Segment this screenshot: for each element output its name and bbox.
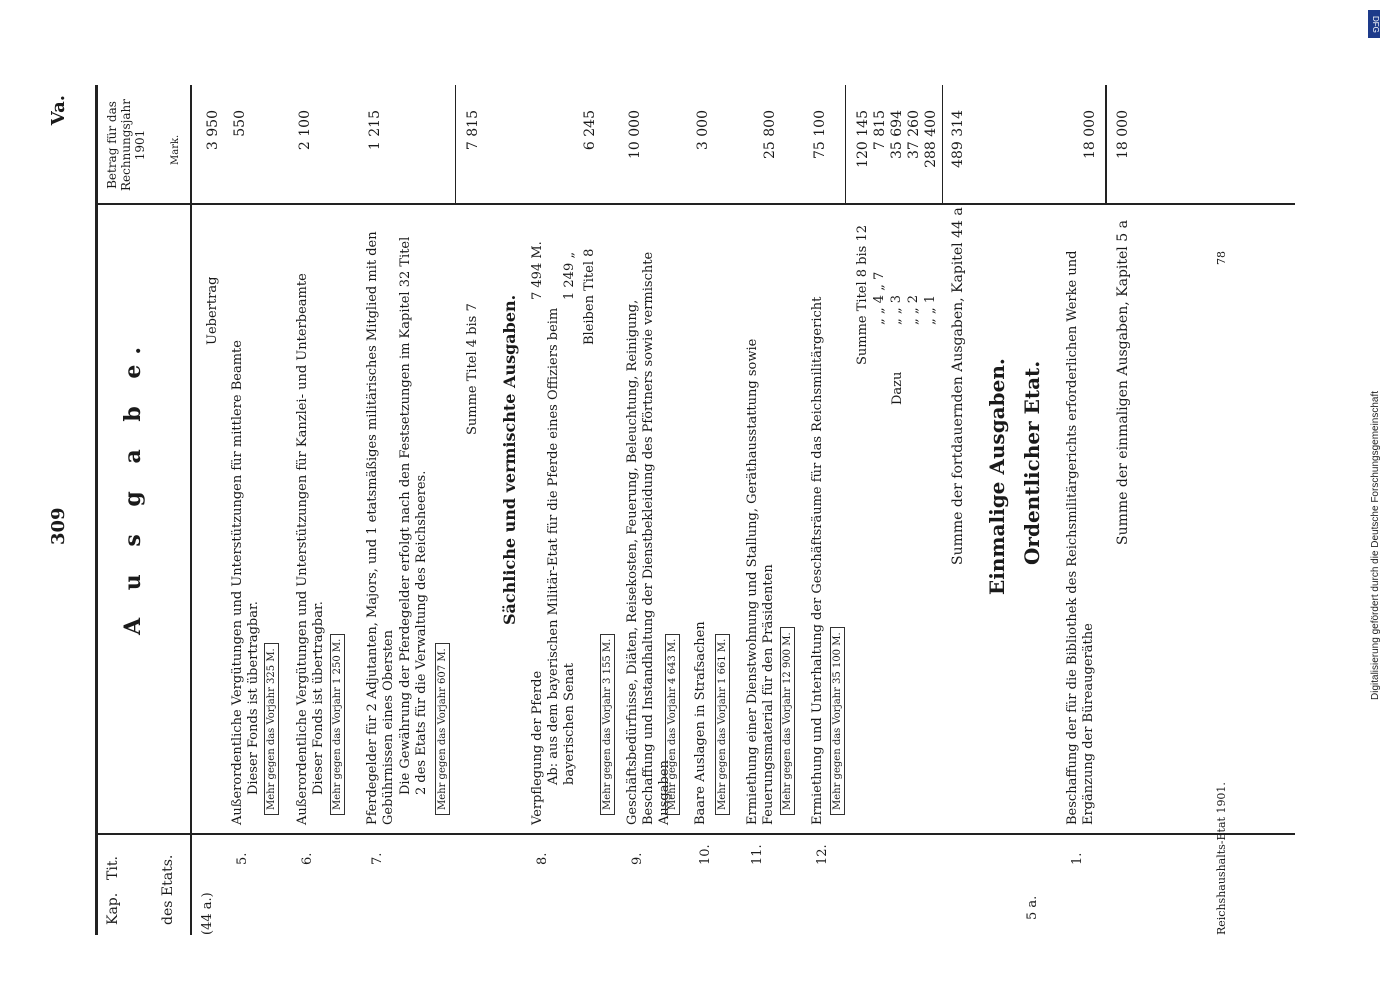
dazu-amount-2: 35 694	[889, 110, 905, 159]
einmalige-heading: Einmalige Ausgaben.	[985, 358, 1009, 595]
row-5-amount: 550	[232, 110, 248, 137]
header-rule	[190, 85, 192, 935]
row-10-amount: 3 000	[695, 110, 711, 151]
row-9-amount: 10 000	[627, 110, 643, 159]
page-title: A u s g a b e.	[120, 336, 146, 635]
kap-5a: 5 a.	[1025, 895, 1040, 920]
tit-5: 5.	[235, 852, 250, 865]
row-10-text: Baare Auslagen in Strafsachen	[693, 621, 708, 825]
col-des-etats: des Etats.	[160, 854, 176, 925]
section-label: Va.	[48, 95, 69, 126]
dazu-amount-3: 37 260	[906, 110, 922, 159]
row-7-amount: 1 215	[367, 110, 383, 151]
tit-7: 7.	[370, 852, 385, 865]
col-divider-betrag	[95, 203, 1295, 205]
tit-10: 10.	[698, 844, 713, 865]
row-12-amount: 75 100	[812, 110, 828, 159]
tit-8: 8.	[535, 852, 550, 865]
fortdauernd-amount: 489 314	[950, 110, 966, 168]
saechliche-heading: Sächliche und vermischte Ausgaben.	[500, 294, 519, 625]
row-11-mehr: Mehr gegen das Vorjahr 12 900 M.	[780, 627, 795, 815]
einmalig-summe-amount: 18 000	[1115, 110, 1131, 159]
page-number: 309	[48, 507, 69, 545]
footer-center: 78	[1215, 251, 1228, 265]
row-8-bleiben: Bleiben Titel 8	[582, 248, 597, 345]
col-betrag: Betrag für das Rechnungsjahr 1901	[105, 99, 147, 191]
dazu-row-1: „ „ 4 „ 7	[872, 271, 887, 325]
row-5a-1-amount: 18 000	[1082, 110, 1098, 159]
sum-rule-2	[845, 85, 846, 203]
row-8-mehr: Mehr gegen das Vorjahr 3 155 M.	[600, 634, 615, 815]
tit-12: 12.	[815, 844, 830, 865]
row-8-text: Verpflegung der Pferde	[530, 670, 545, 825]
dazu-amount-1: 7 815	[872, 110, 888, 151]
sum-rule-1	[455, 85, 456, 203]
sum-rule-4	[1105, 85, 1107, 203]
sum-rule-3	[942, 85, 943, 203]
tit-9: 9.	[630, 852, 645, 865]
dazu-row-3: „ „ 2	[906, 294, 921, 325]
top-rule	[95, 85, 98, 935]
row-6-mehr: Mehr gegen das Vorjahr 1 250 M.	[330, 634, 345, 815]
footer-left: Reichshaushalts-Etat 1901.	[1215, 782, 1228, 935]
row-8-ab: Ab: aus dem bayerischen Militär-Etat für die Pferde eines Offiziers beim bayerischen Senat	[546, 307, 577, 785]
summe-4-7-amount: 7 815	[465, 110, 481, 151]
row-6-text: Außerordentliche Vergütungen und Unterstützungen für Kanzlei- und Unterbeamte	[295, 273, 310, 825]
kap-44a: (44 a.)	[200, 892, 215, 935]
dazu-row-2: „ „ 3	[889, 294, 904, 325]
row-11-text: Ermiethung einer Dienstwohnung und Stallung, Geräthausstattung sowie Feuerungsmaterial für den Präsidenten	[745, 338, 776, 825]
ordentlicher-heading: Ordentlicher Etat.	[1020, 360, 1044, 565]
fortdauernd-label: Summe der fortdauernden Ausgaben, Kapitel 44 a	[950, 207, 966, 565]
col-tit: Tit.	[105, 856, 121, 880]
summe-8-12-amount: 120 145	[855, 110, 871, 168]
row-5-text: Außerordentliche Vergütungen und Unterstützungen für mittlere Beamte	[230, 340, 245, 825]
row-10-mehr: Mehr gegen das Vorjahr 1 661 M.	[715, 634, 730, 815]
tit-5a-1: 1.	[1070, 852, 1085, 865]
einmalig-summe-label: Summe der einmaligen Ausgaben, Kapitel 5 a	[1115, 220, 1131, 545]
dazu-row-4: „ „ 1	[923, 294, 938, 325]
uebertrag-label: Uebertrag	[205, 276, 220, 345]
row-8-amount: 6 245	[582, 110, 598, 151]
row-11-amount: 25 800	[762, 110, 778, 159]
dazu-label: Dazu	[890, 371, 905, 405]
row-6-note: Dieser Fonds ist übertragbar.	[311, 601, 326, 795]
row-8-v1: 7 494 M.	[530, 241, 545, 300]
col-divider-kap	[95, 833, 1295, 835]
dazu-amount-4: 288 400	[923, 110, 939, 168]
row-5a-1-text: Beschaffung der für die Bibliothek des Reichsmilitärgerichts erforderlichen Werke und Ergänzung der Büreaugeräthe	[1065, 250, 1096, 825]
summe-4-7-label: Summe Titel 4 bis 7	[465, 303, 480, 435]
row-5-mehr: Mehr gegen das Vorjahr 325 M.	[264, 643, 279, 815]
col-mark: Mark.	[170, 134, 181, 165]
row-7-mehr: Mehr gegen das Vorjahr 607 M.	[435, 643, 450, 815]
row-6-amount: 2 100	[297, 110, 313, 151]
dfg-logo: DFG	[1368, 10, 1380, 38]
row-9-text: Geschäftsbedürfnisse, Diäten, Reisekosten, Feuerung, Beleuchtung, Reinigung, Beschaffung und Instandhaltung der Dienstbekleidung des Pförtners sowie vermischte Ausgaben	[625, 251, 672, 825]
row-12-mehr: Mehr gegen das Vorjahr 35 100 M.	[830, 627, 845, 815]
tit-11: 11.	[750, 844, 765, 865]
col-kap: Kap.	[105, 892, 121, 925]
row-9-mehr: Mehr gegen das Vorjahr 4 643 M.	[665, 634, 680, 815]
row-5-note: Dieser Fonds ist übertragbar.	[246, 601, 261, 795]
row-8-v2: 1 249 „	[562, 251, 577, 300]
row-7-text: Pferdegelder für 2 Adjutanten, Majors, und 1 etatsmäßiges militärisches Mitglied mit den Gebührnissen eines Obersten	[365, 231, 396, 825]
row-12-text: Ermiethung und Unterhaltung der Geschäftsräume für das Reichsmilitärgericht	[810, 296, 825, 825]
summe-8-12-label: Summe Titel 8 bis 12	[855, 224, 870, 365]
rotated-budget-table	[48, 65, 1310, 965]
tit-6: 6.	[300, 852, 315, 865]
row-7-note: Die Gewährung der Pferdegelder erfolgt nach den Festsetzungen im Kapitel 32 Titel 2 des Etats für die Verwaltung des Reichsheeres.	[398, 236, 429, 795]
dfg-credit: Digitalisierung gefördert durch die Deutsche Forschungsgemeinschaft	[1370, 390, 1381, 700]
uebertrag-amount: 3 950	[205, 110, 221, 151]
